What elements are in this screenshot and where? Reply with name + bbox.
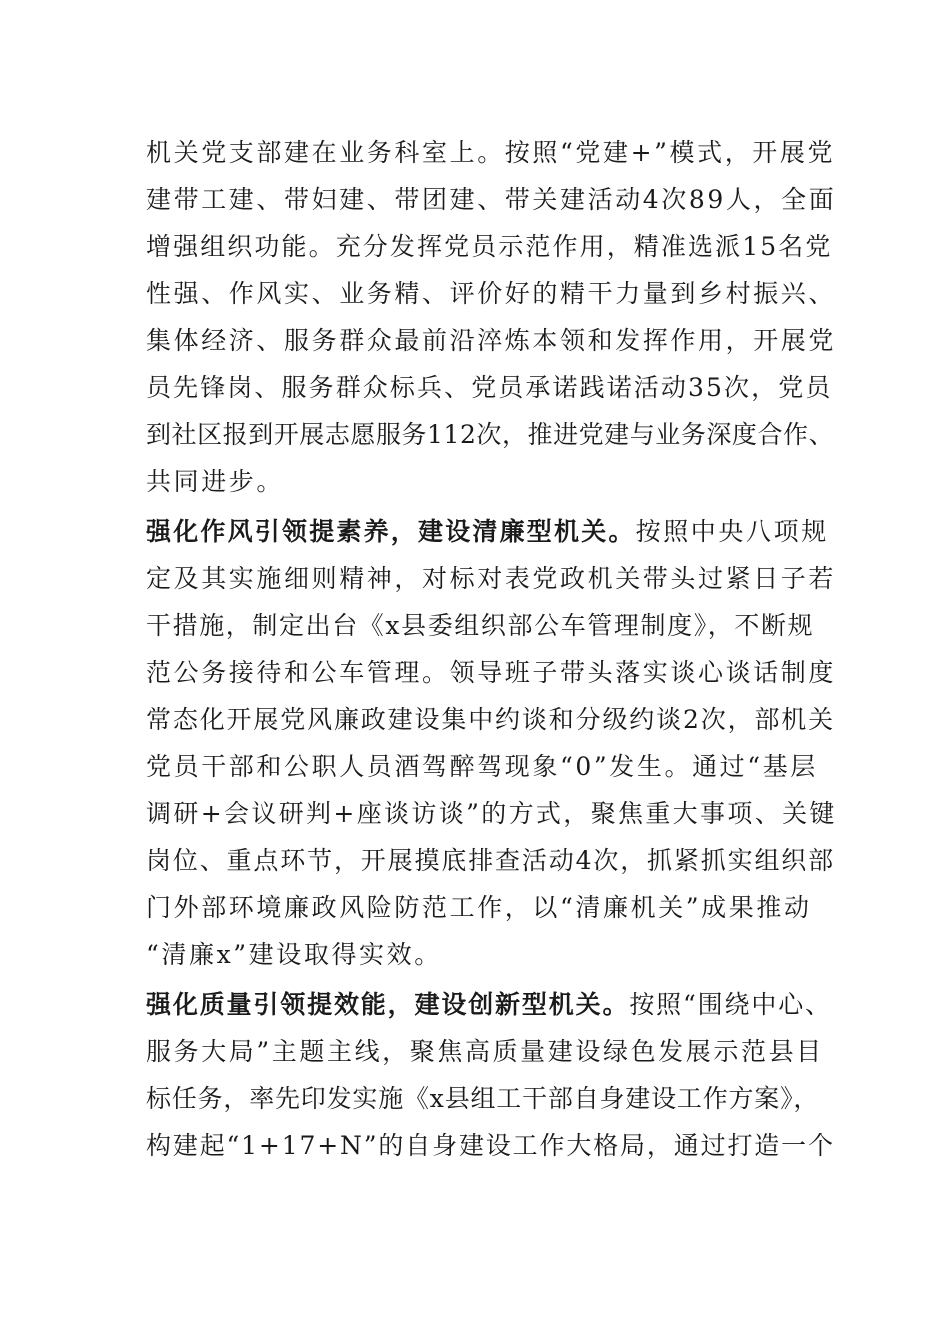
section-heading-chuangxin: 强化质量引领提效能，建设创新型机关。 [146,990,630,1019]
paragraph-line: 构建起“1+17+N”的自身建设工作大格局，通过打造一个 [146,1131,835,1160]
section-line-first [146,512,836,552]
paragraph-line: 集体经济、服务群众最前沿淬炼本领和发挥作用，开展党 [146,326,837,355]
paragraph-text: 按照“围绕中心、 [629,990,832,1019]
paragraph-line: 建带工建、带妇建、带团建、带关建活动4次89人，全面 [146,185,837,214]
paragraph-line: 共同进步。 [146,467,285,496]
paragraph-line: 范公务接待和公车管理。领导班子带头落实谈心谈话制度 [146,658,837,687]
paragraph-line: 到社区报到开展志愿服务112次，推进党建与业务深度合作、 [146,420,835,449]
paragraph-line: 性强、作风实、业务精、评价好的精干力量到乡村振兴、 [146,279,837,308]
paragraph-line: 机关党支部建在业务科室上。按照“党建+”模式，开展党 [146,138,836,167]
section-heading-qinglian: 强化作风引领提素养，建设清廉型机关。 [146,517,636,546]
paragraph-line: 标任务，率先印发实施《x县组工干部自身建设工作方案》， [146,1084,820,1113]
section-line-first [146,985,836,1025]
paragraph-line: 常态化开展党风廉政建设集中约谈和分级约谈2次，部机关 [146,705,836,734]
paragraph-text: 按照中央八项规 [635,517,829,546]
paragraph-line: 员先锋岗、服务群众标兵、党员承诺践诺活动35次，党员 [146,373,833,402]
paragraph-line: 服务大局”主题主线，聚焦高质量建设绿色发展示范县目 [146,1037,824,1066]
paragraph-line: 门外部环境廉政风险防范工作，以“清廉机关”成果推动 [146,893,812,922]
paragraph-line: “清廉x”建设取得实效。 [146,940,442,969]
paragraph-line: 岗位、重点环节，开展摸底排查活动4次，抓紧抓实组织部 [146,846,836,875]
paragraph-line: 干措施，制定出台《x县委组织部公车管理制度》，不断规 [146,611,815,640]
paragraph-line: 增强组织功能。充分发挥党员示范作用，精准选派15名党 [146,232,833,261]
paragraph-line: 调研+会议研判+座谈访谈”的方式，聚焦重大事项、关键 [146,799,837,828]
paragraph-line: 党员干部和公职人员酒驾醉驾现象“0”发生。通过“基层 [146,752,818,781]
paragraph-line: 定及其实施细则精神，对标对表党政机关带头过紧日子若 [146,564,837,593]
